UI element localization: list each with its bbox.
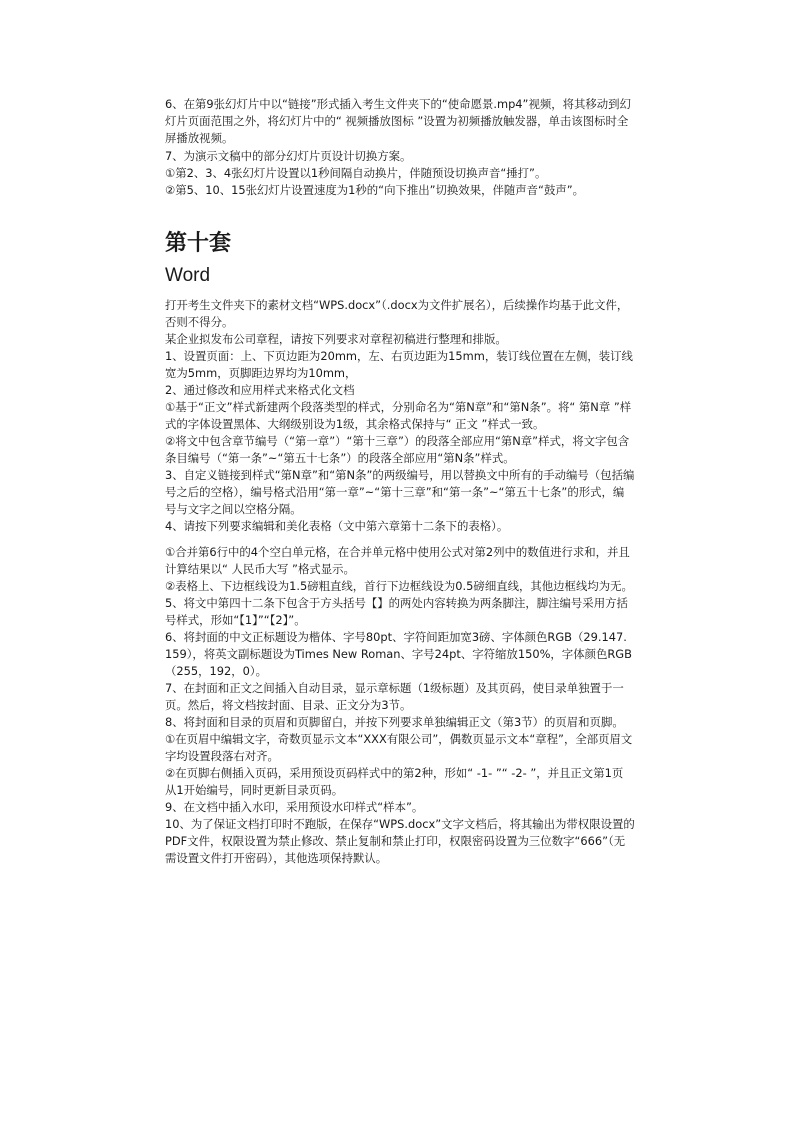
text-line: 宽为5mm，页脚距边界均为10mm， bbox=[165, 366, 357, 381]
text-line: ①第2、3、4张幻灯片设置以1秒间隔自动换片，伴随预设切换声音“捶打”。 bbox=[165, 165, 547, 180]
text-line: PDF文件，权限设置为禁止修改、禁止复制和禁止打印，权限密码设置为三位数字“666”（无 bbox=[165, 834, 626, 849]
text-line: 6、在第9张幻灯片中以“链接”形式插入考生文件夹下的“使命愿景.mp4”视频，将其移动到幻 bbox=[165, 97, 631, 111]
text-line: 条目编号（“第一条”~“第五十七条”）的段落全部应用“第N条”样式。 bbox=[165, 451, 515, 466]
text-line: 7、为演示文稿中的部分幻灯片页设计切换方案。 bbox=[165, 148, 412, 163]
text-line: 9、在文档中插入水印，采用预设水印样式“样本”。 bbox=[165, 800, 424, 815]
text-line: 159），将英文副标题设为Times New Roman、字号24pt、字符缩放150%，字体颜色RGB bbox=[165, 647, 632, 662]
text-line: 式的字体设置黑体、大纲级别设为1级，其余格式保持与“ 正文 ”样式一致。 bbox=[165, 417, 545, 432]
text-line: 6、将封面的中文正标题设为楷体、字号80pt、字符间距加宽3磅、字体颜色RGB（29.147. bbox=[165, 630, 627, 645]
document-page bbox=[165, 96, 685, 867]
paragraph-gap bbox=[165, 535, 685, 544]
text-line: 某企业拟发布公司章程，请按下列要求对章程初稿进行整理和排版。 bbox=[165, 332, 507, 347]
text-line: ②将文中包含章节编号（“第一章”）“第十三章”）的段落全部应用“第N章”样式，将文字包含 bbox=[165, 434, 630, 449]
text-line: （255，192，0）。 bbox=[165, 664, 267, 679]
text-line: 灯片页面范围之外，将幻灯片中的“ 视频播放图标 ”设置为初频播放触发器，单击该图标时全 bbox=[165, 114, 629, 129]
text-line: 10、为了保证文档打印时不跑版，在保存“WPS.docx”文字文档后，将其输出为带权限设置的 bbox=[165, 817, 635, 832]
text-line: 1、设置页面：上、下页边距为20mm，左、右页边距为15mm，装订线位置在左侧，装订线 bbox=[165, 349, 633, 364]
section-title: 第十套 bbox=[165, 231, 232, 257]
text-line: 2、通过修改和应用样式来格式化文档 bbox=[165, 383, 355, 398]
section-subtitle: Word bbox=[165, 265, 211, 287]
text-line: 3、自定义链接到样式“第N章”和“第N条”的两级编号，用以替换文中所有的手动编号（包括编 bbox=[165, 468, 635, 483]
text-line: 字均设置段落右对齐。 bbox=[165, 749, 279, 764]
text-line: ①合并第6行中的4个空白单元格，在合并单元格中使用公式对第2列中的数值进行求和，并且 bbox=[165, 545, 630, 560]
text-line: ①在页眉中编辑文字，奇数页显示文本“XXX有限公司”，偶数页显示文本“章程”，全部页眉文 bbox=[165, 732, 633, 747]
text-line: 8、将封面和目录的页眉和页脚留白，并按下列要求单独编辑正文（第3节）的页眉和页脚。 bbox=[165, 715, 624, 730]
text-line: 4、请按下列要求编辑和美化表格（文中第六章第十二条下的表格）。 bbox=[165, 519, 509, 534]
text-line: 打开考生文件夹下的素材文档“WPS.docx”（.docx为文件扩展名），后续操作均基于此文件， bbox=[165, 298, 629, 313]
text-line: 页。然后，将文档按封面、目录、正文分为3节。 bbox=[165, 698, 412, 713]
text-line: ②表格上、下边框线设为1.5磅粗直线，首行下边框线设为0.5磅细直线，其他边框线均为无。 bbox=[165, 579, 633, 594]
text-line: 号样式，形如“【1】”“【2】”。 bbox=[165, 613, 306, 628]
main-section-text-b bbox=[165, 544, 685, 867]
text-line: 号之后的空格），编号格式沿用“第一章”~“第十三章”和“第一条”~“第五十七条”的形式，编 bbox=[165, 485, 625, 500]
text-line: 否则不得分。 bbox=[165, 315, 234, 330]
text-line: ②第5、10、15张幻灯片设置速度为1秒的“向下推出”切换效果，伴随声音“鼓声”。 bbox=[165, 183, 585, 198]
text-line: ①基于“正文”样式新建两个段落类型的样式，分别命名为“第N章”和“第N条”。将“ 第N章 ”样 bbox=[165, 400, 632, 415]
previous-section-text bbox=[165, 96, 685, 199]
text-line: 7、在封面和正文之间插入自动目录，显示章标题（1级标题）及其页码，使目录单独置于一 bbox=[165, 681, 624, 696]
text-line: 计算结果以“ 人民币大写 ”格式显示。 bbox=[165, 562, 355, 577]
text-line: 5、将文中第四十二条下包含于方头括号【】的两处内容转换为两条脚注，脚注编号采用方括 bbox=[165, 596, 628, 611]
text-line: 屏播放视频。 bbox=[165, 131, 234, 146]
text-line: ②在页脚右侧插入页码，采用预设页码样式中的第2种，形如“ -1- ”“ -2- ”，并且正文第1页 bbox=[165, 766, 624, 781]
text-line: 从1开始编号，同时更新目录页码。 bbox=[165, 783, 344, 798]
main-section-text-a bbox=[165, 297, 685, 535]
text-line: 号与文字之间以空格分隔。 bbox=[165, 502, 302, 517]
text-line: 需设置文件打开密码），其他选项保持默认。 bbox=[165, 851, 388, 866]
